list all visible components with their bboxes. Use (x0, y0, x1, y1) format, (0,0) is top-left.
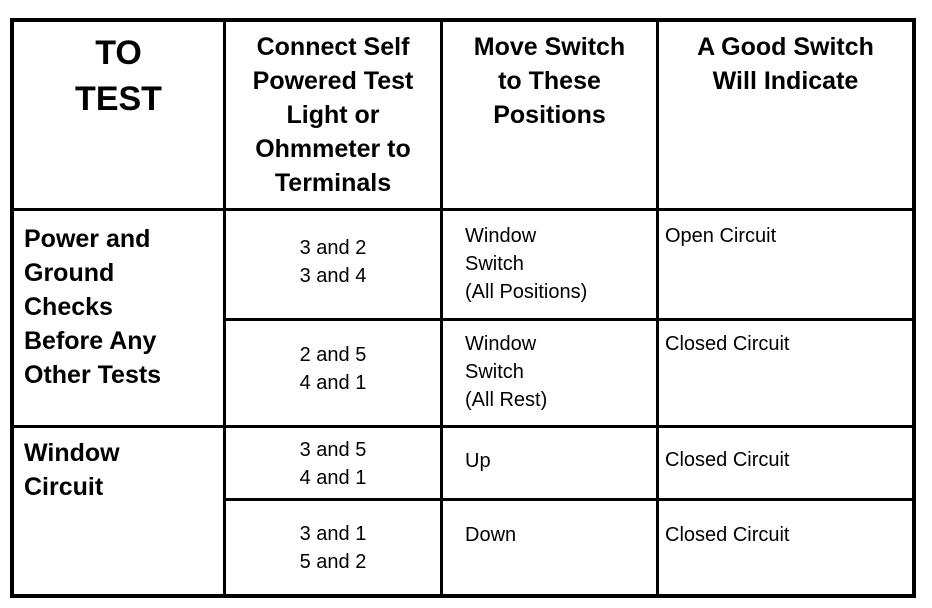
header-indicate-line-2: Will Indicate (712, 67, 859, 95)
test-line-1: Window (24, 439, 120, 467)
test-line-3: Checks (24, 293, 113, 321)
test-window-circuit (24, 436, 223, 504)
result-text: Closed Circuit (665, 449, 790, 471)
terminal-pair: 3 and 1 (299, 523, 367, 545)
header-good-switch (659, 30, 912, 98)
test-line-4: Before Any (24, 327, 157, 355)
test-line-2: Circuit (24, 473, 104, 501)
row4-positions (465, 521, 656, 549)
terminal-pair: 3 and 2 (299, 237, 367, 259)
terminal-pair: 2 and 5 (299, 344, 367, 366)
row1-positions (465, 222, 656, 306)
test-power-ground (24, 222, 223, 392)
position-line: Up (465, 450, 491, 472)
header-to-test-line-1: TO (95, 34, 142, 72)
terminal-pair: 4 and 1 (299, 467, 367, 489)
row-divider-1 (223, 318, 916, 321)
result-text: Open Circuit (665, 225, 777, 247)
position-line: Window (465, 225, 537, 247)
result-text: Closed Circuit (665, 333, 790, 355)
header-move-line-2: to These (498, 67, 601, 95)
header-connect-line-4: Ohmmeter to (255, 135, 411, 163)
terminal-pair: 5 and 2 (299, 551, 367, 573)
header-move-line-1: Move Switch (473, 33, 626, 61)
group-divider (10, 425, 916, 428)
result-text: Closed Circuit (665, 524, 790, 546)
row4-result (665, 521, 910, 549)
header-connect-line-1: Connect Self (256, 33, 410, 61)
terminal-pair: 4 and 1 (299, 372, 367, 394)
terminal-pair: 3 and 4 (299, 265, 367, 287)
row4-terminals (226, 520, 440, 576)
row2-result (665, 330, 910, 358)
header-move-line-3: Positions (493, 101, 606, 129)
row2-positions (465, 330, 656, 414)
row-divider-3 (223, 498, 916, 501)
header-indicate-line-1: A Good Switch (697, 33, 874, 61)
row1-terminals (226, 234, 440, 290)
position-line: Switch (465, 253, 524, 275)
test-line-5: Other Tests (24, 361, 162, 389)
col-divider-3 (656, 18, 659, 598)
header-connect-line-3: Light or (286, 101, 380, 129)
row3-positions (465, 447, 656, 475)
row2-terminals (226, 341, 440, 397)
position-line: Down (465, 524, 517, 546)
header-connect (226, 30, 440, 200)
header-to-test (14, 30, 223, 122)
header-to-test-line-2: TEST (75, 80, 162, 118)
test-line-2: Ground (24, 259, 115, 287)
header-connect-line-2: Powered Test (252, 67, 414, 95)
header-divider (10, 208, 916, 211)
row3-result (665, 446, 910, 474)
position-line: (All Rest) (465, 389, 548, 411)
row1-result (665, 222, 910, 250)
terminal-pair: 3 and 5 (299, 439, 367, 461)
position-line: Switch (465, 361, 524, 383)
header-move-switch (443, 30, 656, 132)
header-connect-line-5: Terminals (274, 169, 392, 197)
position-line: Window (465, 333, 537, 355)
test-line-1: Power and (24, 225, 151, 253)
position-line: (All Positions) (465, 281, 588, 303)
row3-terminals (226, 436, 440, 492)
